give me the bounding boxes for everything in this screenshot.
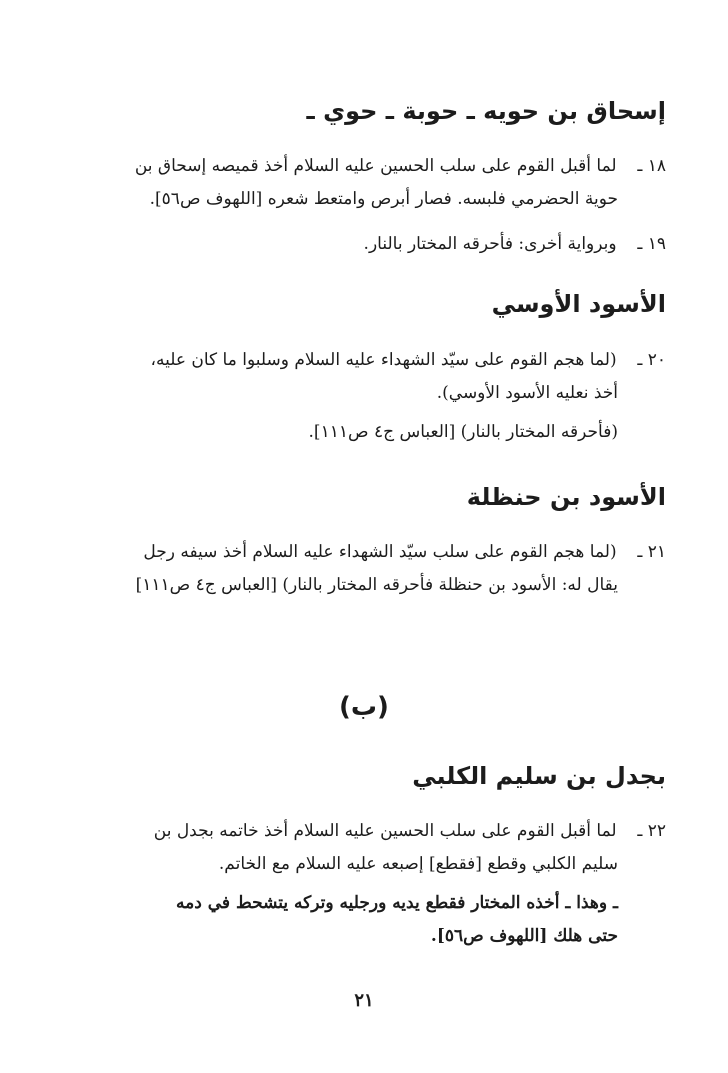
- entry-text: (فأحرقه المختار بالنار) [العباس ج٤ ص١١١].: [308, 422, 618, 442]
- entry-line: [106, 228, 666, 261]
- section-heading: الأسود الأوسي: [491, 290, 666, 318]
- entry-line: [106, 887, 666, 920]
- entry-text: (لما هجم القوم على سيّد الشهداء عليه السلام وسلبوا ما كان عليه،: [150, 350, 617, 370]
- entry-21: [106, 536, 666, 602]
- entry-text: لما أقبل القوم على سلب الحسين عليه السلام أخذ خاتمه بجدل بن: [153, 821, 617, 841]
- entry-22: [106, 815, 666, 953]
- entry-line: [106, 815, 666, 848]
- entry-19: [106, 228, 666, 261]
- entry-text: ـ وهذا ـ أخذه المختار فقطع يديه ورجليه وتركه يتشحط في دمه: [176, 893, 618, 913]
- entry-line: [106, 183, 666, 216]
- entry-number: ٢٠ ـ: [637, 350, 666, 370]
- entry-line: [106, 536, 666, 569]
- entry-text: سليم الكلبي وقطع [فقطع] إصبعه عليه السلام مع الخاتم.: [218, 854, 618, 874]
- entry-text: أخذ نعليه الأسود الأوسي).: [436, 383, 618, 403]
- entry-line: [106, 416, 666, 449]
- entry-text: وبرواية أخرى: فأحرقه المختار بالنار.: [363, 234, 617, 254]
- entry-number: ١٨ ـ: [637, 156, 666, 176]
- entry-line: [106, 344, 666, 377]
- entry-number: ١٩ ـ: [637, 234, 666, 254]
- entry-text: حتى هلك [اللهوف ص٥٦].: [430, 926, 618, 946]
- entry-line: [106, 150, 666, 183]
- entry-number: ٢٢ ـ: [637, 821, 666, 841]
- entry-text: (لما هجم القوم على سلب سيّد الشهداء عليه السلام أخذ سيفه رجل: [143, 542, 617, 562]
- entry-number: ٢١ ـ: [637, 542, 666, 562]
- entry-line: [106, 920, 666, 953]
- section-heading: بجدل بن سليم الكلبي: [412, 762, 666, 790]
- section-heading: إسحاق بن حويه ـ حوبة ـ حوي ـ: [306, 97, 666, 125]
- entry-line: [106, 377, 666, 410]
- chapter-letter: (ب): [339, 692, 389, 722]
- page-number: ٢١: [354, 990, 374, 1011]
- entry-text: يقال له: الأسود بن حنظلة فأحرقه المختار بالنار) [العباس ج٤ ص١١١]: [135, 575, 618, 595]
- entry-20: [106, 344, 666, 449]
- entry-text: لما أقبل القوم على سلب الحسين عليه السلام أخذ قميصه إسحاق بن: [134, 156, 617, 176]
- section-heading: الأسود بن حنظلة: [466, 483, 666, 511]
- entry-line: [106, 848, 666, 881]
- entry-18: [106, 150, 666, 216]
- entry-text: حوية الحضرمي فلبسه. فصار أبرص وامتعط شعره [اللهوف ص٥٦].: [149, 189, 618, 209]
- entry-line: [106, 569, 666, 602]
